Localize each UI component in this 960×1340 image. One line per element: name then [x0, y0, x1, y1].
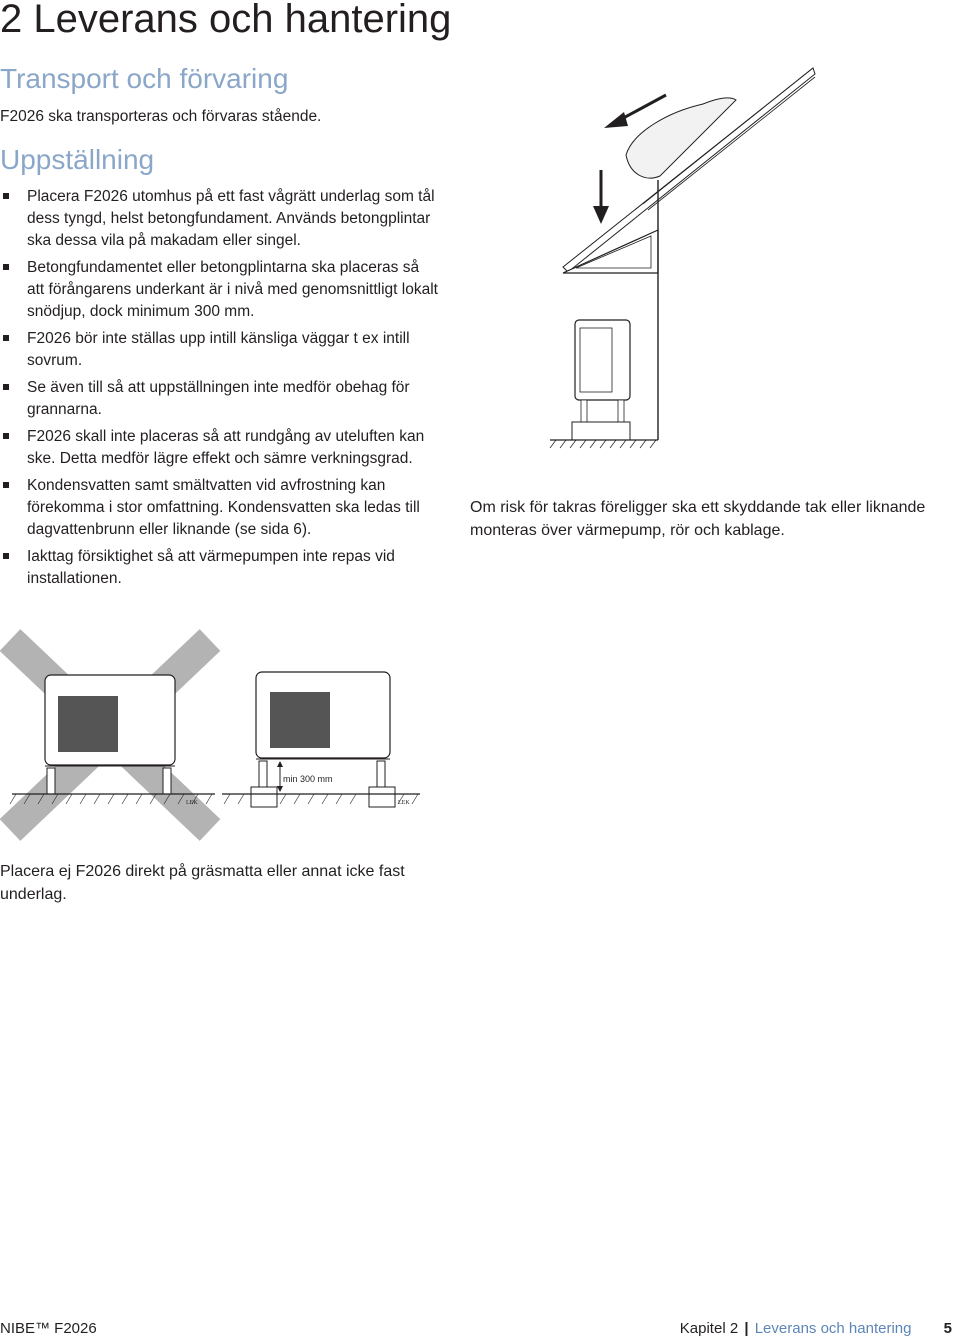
footer-separator: | [744, 1320, 749, 1337]
list-item: Kondensvatten samt smältvatten vid avfrostning kan förekomma i stor omfattning. Kondensvatten ska ledas till dagvattenbrunn eller liknande (se sida 6). [0, 475, 440, 541]
uppstallning-heading: Uppställning [0, 144, 155, 175]
page-number: 5 [943, 1320, 952, 1337]
ground-label-right: LEK [398, 800, 410, 806]
bullet-square-icon [3, 553, 9, 559]
footer-chapter-label: Kapitel 2 [679, 1320, 739, 1337]
uppstallning-bullet-list [0, 186, 440, 595]
bullet-square-icon [3, 384, 9, 390]
bullet-square-icon [3, 264, 9, 270]
placement-caption: Placera ej F2026 direkt på gräsmatta eller annat icke fast underlag. [0, 863, 405, 903]
footer-product: NIBE™ F2026 [0, 1320, 97, 1337]
list-item: Se även till så att uppställningen inte medför obehag för grannarna. [0, 377, 440, 421]
placement-illustration [0, 630, 430, 850]
footer-chapter [680, 1320, 952, 1337]
transport-heading: Transport och förvaring [0, 63, 289, 94]
bullet-square-icon [3, 433, 9, 439]
roof-caption: Om risk för takras föreligger ska ett skyddande tak eller liknande monteras över värmepump, rör och kablage. [470, 499, 926, 539]
list-item: F2026 skall inte placeras så att rundgång av uteluften kan ske. Detta medför lägre effekt och sämre verkningsgrad. [0, 426, 440, 470]
bullet-square-icon [3, 482, 9, 488]
bullet-square-icon [3, 335, 9, 341]
transport-text: F2026 ska transporteras och förvaras stående. [0, 108, 322, 125]
bullet-square-icon [3, 193, 9, 199]
roof-snow-illustration [548, 60, 818, 460]
chapter-title: 2 Leverans och hantering [0, 0, 452, 41]
footer-chapter-name: Leverans och hantering [754, 1320, 912, 1337]
min-300-label: min 300 mm [283, 774, 333, 784]
list-item: F2026 bör inte ställas upp intill känsliga väggar t ex intill sovrum. [0, 328, 440, 372]
list-item: Betongfundamentet eller betongplintarna ska placeras så att förångarens underkant är i nivå med genomsnittligt lokalt snödjup, dock minimum 300 mm. [0, 257, 440, 323]
list-item: Placera F2026 utomhus på ett fast vågrätt underlag som tål dess tyngd, helst betongfundament. Används betongplintar ska dessa vila på makadam eller singel. [0, 186, 440, 252]
ground-label-left: LEK [186, 800, 198, 806]
list-item: Iakttag försiktighet så att värmepumpen inte repas vid installationen. [0, 546, 440, 590]
